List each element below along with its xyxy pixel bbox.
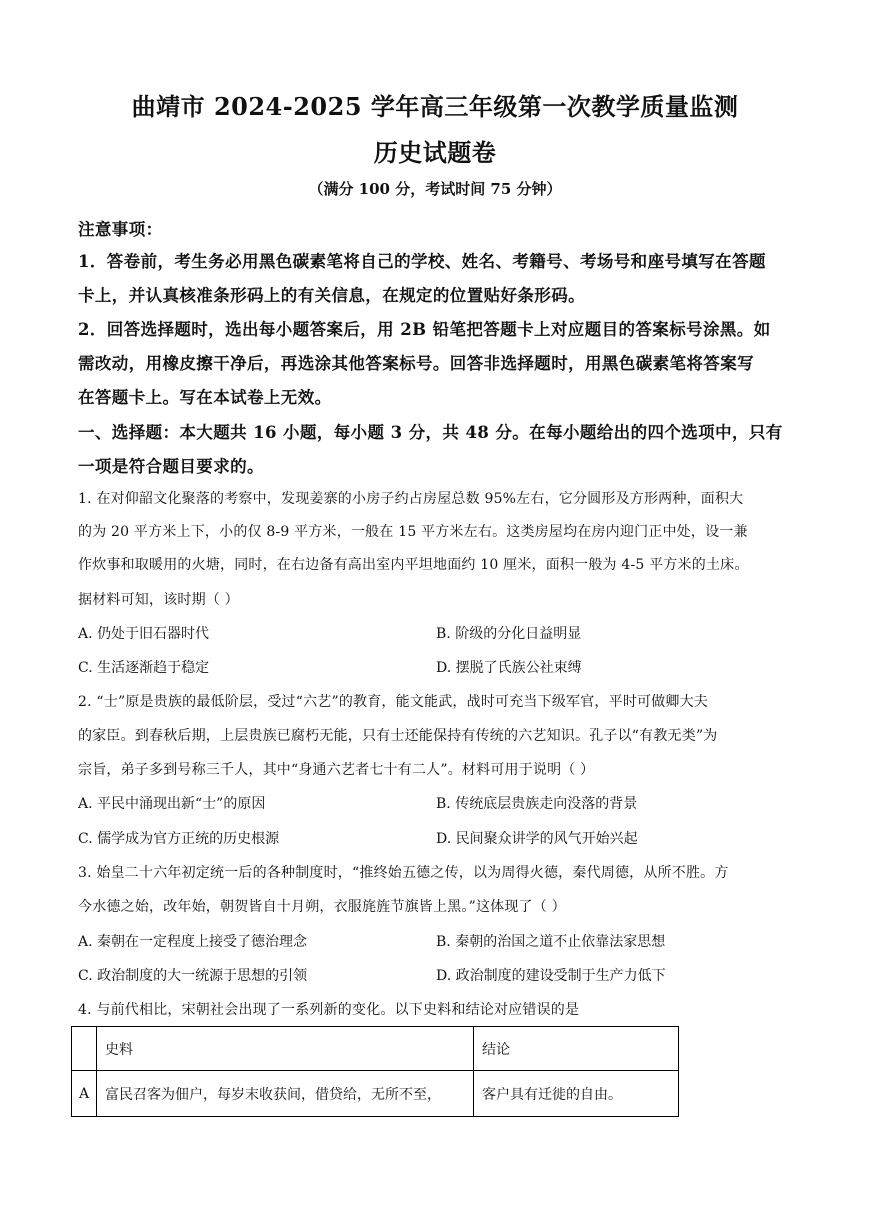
question-3-option-b[interactable]: B. 秦朝的治国之道不止依靠法家思想 <box>436 934 666 950</box>
question-1-option-d[interactable]: D. 摆脱了氏族公社束缚 <box>436 660 582 676</box>
exam-info: （满分 100 分，考试时间 75 分钟） <box>308 180 562 198</box>
section-heading: 一、选择题：本大题共 16 小题，每小题 3 分，共 48 分。在每小题给出的四个选项中，只有 <box>78 423 783 442</box>
table-cell-conclusion: 客户具有迁徙的自由。 <box>474 1071 679 1117</box>
notice-line: 在答题卡上。写在本试卷上无效。 <box>78 388 332 407</box>
question-1-text: 作炊事和取暖用的火塘，同时，在右边备有高出室内平坦地面约 10 厘米，面积一般为 4-5 平方米的土床。 <box>78 557 749 573</box>
question-2-option-a[interactable]: A. 平民中涌现出新“士”的原因 <box>78 796 266 812</box>
question-1-option-c[interactable]: C. 生活逐渐趋于稳定 <box>78 660 210 676</box>
question-2-text: 2. “士”原是贵族的最低阶层，受过“六艺”的教育，能文能武，战时可充当下级军官，平时可做卿大夫 <box>78 694 709 710</box>
table-header-cell: 史料 <box>97 1027 474 1071</box>
question-1-text: 1. 在对仰韶文化聚落的考察中，发现姜寨的小房子约占房屋总数 95%左右，它分圆形及方形两种，面积大 <box>78 491 744 507</box>
section-heading: 一项是符合题目要求的。 <box>78 457 264 476</box>
question-2-text: 宗旨，弟子多到号称三千人，其中“身通六艺者七十有二人”。材料可用于说明（ ） <box>78 762 595 778</box>
question-3-option-a[interactable]: A. 秦朝在一定程度上接受了德治理念 <box>78 934 308 950</box>
table-header-cell: 结论 <box>474 1027 679 1071</box>
question-4-table <box>71 1026 679 1117</box>
question-4-text: 4. 与前代相比，宋朝社会出现了一系列新的变化。以下史料和结论对应错误的是 <box>78 1002 580 1018</box>
notice-line: 需改动，用橡皮擦干净后，再选涂其他答案标号。回答非选择题时，用黑色碳素笔将答案写 <box>78 354 754 373</box>
question-1-option-a[interactable]: A. 仍处于旧石器时代 <box>78 626 210 642</box>
exam-subject: 历史试题卷 <box>373 138 497 167</box>
notice-line: 卡上，并认真核准条形码上的有关信息，在规定的位置贴好条形码。 <box>78 286 585 305</box>
table-header-row <box>72 1027 679 1071</box>
question-2-option-b[interactable]: B. 传统底层贵族走向没落的背景 <box>436 796 638 812</box>
notice-line: 2．回答选择题时，选出每小题答案后，用 2B 铅笔把答题卡上对应题目的答案标号涂黑。如 <box>78 320 771 339</box>
exam-title: 曲靖市 2024-2025 学年高三年级第一次教学质量监测 <box>131 92 739 121</box>
table-cell-source: 富民召客为佃户，每岁末收获间，借贷给，无所不至， <box>97 1071 474 1117</box>
question-1-text: 的为 20 平方米上下，小的仅 8-9 平方米，一般在 15 平方米左右。这类房屋均在房内迎门正中处，设一兼 <box>78 524 748 540</box>
notice-heading: 注意事项： <box>78 220 163 239</box>
question-3-option-c[interactable]: C. 政治制度的大一统源于思想的引领 <box>78 968 308 984</box>
table-row <box>72 1071 679 1117</box>
notice-line: 1．答卷前，考生务必用黑色碳素笔将自己的学校、姓名、考籍号、考场号和座号填写在答题 <box>78 252 766 271</box>
question-2-option-d[interactable]: D. 民间聚众讲学的风气开始兴起 <box>436 831 638 847</box>
question-3-option-d[interactable]: D. 政治制度的建设受制于生产力低下 <box>436 968 666 984</box>
table-header-cell <box>72 1027 97 1071</box>
question-2-option-c[interactable]: C. 儒学成为官方正统的历史根源 <box>78 831 280 847</box>
question-3-text: 3. 始皇二十六年初定统一后的各种制度时，“推终始五德之传，以为周得火德，秦代周德，从所不胜。方 <box>78 865 729 881</box>
question-2-text: 的家臣。到春秋后期，上层贵族已腐朽无能，只有士还能保持有传统的六艺知识。孔子以“有教无类”为 <box>78 728 718 744</box>
question-1-text: 据材料可知，该时期（ ） <box>78 592 239 608</box>
table-cell-label: A <box>72 1071 97 1117</box>
question-1-option-b[interactable]: B. 阶级的分化日益明显 <box>436 626 582 642</box>
question-3-text: 今水德之始，改年始，朝贺皆自十月朔，衣服旄旌节旗皆上黑。”这体现了（ ） <box>78 899 566 915</box>
